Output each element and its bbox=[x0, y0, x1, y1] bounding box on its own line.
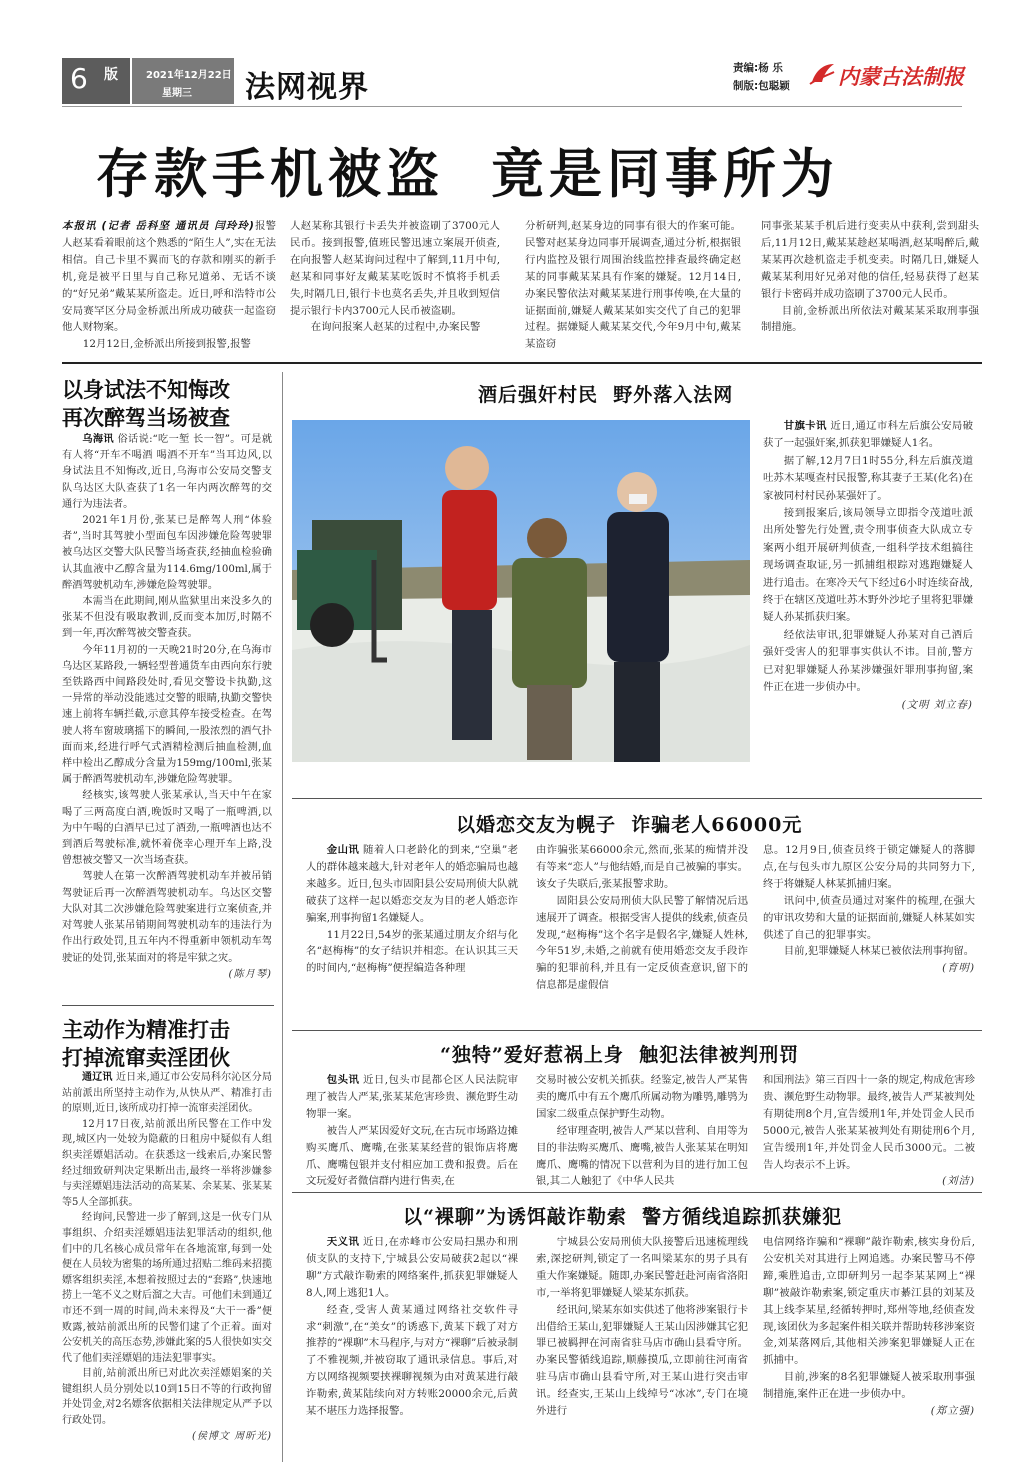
column-vline bbox=[282, 372, 283, 1462]
newspaper-logo-icon bbox=[808, 60, 836, 88]
byline-signature: (育明) bbox=[942, 962, 975, 975]
byline-signature: (陈月琴) bbox=[228, 968, 272, 980]
paragraph: 乌海讯 俗话说:“吃一堑 长一智”。可是就有人将“开车不喝酒 喝酒不开车”当耳边风,以身试法且不知悔改,近日,乌海市公安局交警支队乌达区大队查获了1名一年内两次醉驾的交通行为违法者。 bbox=[62, 434, 273, 510]
issue-weekday: 星期三 bbox=[162, 88, 192, 99]
extortion-col-3 bbox=[763, 1234, 975, 1420]
extortion-headline: 以“裸聊”为诱饵敲诈勒索 警方循线追踪抓获嫌犯 bbox=[403, 1206, 843, 1228]
marriage-col-1 bbox=[306, 842, 518, 977]
section-divider bbox=[292, 1030, 982, 1031]
paragraph: 经审理查明,被告人严某以营利、自用等为目的非法购买鹰爪、鹰嘴,被告人张某某在明知鹰爪、鹰嘴的情况下以营利为目的进行加工包银,其二人触犯了《中华人民共 bbox=[536, 1124, 748, 1188]
paragraph: 11月22日,54岁的张某通过朋友介绍与化名“赵梅梅”的女子结识并相恋。在认识其三天的时间内,“赵梅梅”便捏编造各种理 bbox=[306, 928, 518, 975]
paragraph: 本需当在此期间,刚从监狱里出来没多久的张某不但没有吸取教训,反而变本加厉,时隔不到一年,再次醉驾被交警查获。 bbox=[62, 596, 272, 640]
paragraph: 交易时被公安机关抓获。经鉴定,被告人严某售卖的鹰爪中有五个鹰爪所属动物为雕鸮,雕鸮为国家二级重点保护野生动物。 bbox=[536, 1074, 748, 1120]
paragraph: 金山讯 随着人口老龄化的到来,“空巢”老人的群体越来越大,针对老年人的婚恋骗局也越来越多。近日,包头市固阳县公安局刑侦大队就破获了这样一起以婚恋交友为目的老人婚恋诈骗案,刑事拘留1名嫌疑人。 bbox=[306, 844, 518, 924]
masthead-rule bbox=[62, 106, 962, 107]
issue-date: 2021年12月22日 bbox=[146, 70, 232, 81]
marriage-headline: 以婚恋交友为幌子 诈骗老人66000元 bbox=[456, 814, 803, 836]
photo-story-headline: 酒后强奸村民 野外落入法网 bbox=[478, 384, 734, 406]
section-divider bbox=[292, 1192, 982, 1193]
newspaper-name: 内蒙古法制报 bbox=[838, 64, 964, 89]
paragraph: 在询问报案人赵某的过程中,办案民警 bbox=[310, 321, 481, 334]
page-number-block bbox=[62, 58, 130, 104]
eagle-col-3 bbox=[763, 1072, 975, 1190]
section-divider bbox=[62, 362, 982, 364]
eagle-col-2 bbox=[536, 1072, 748, 1190]
news-photo bbox=[292, 420, 750, 762]
drunk-headline-2: 再次醉驾当场被查 bbox=[62, 405, 230, 430]
paragraph: 人赵某称其银行卡丢失并被盗刷了3700元人民币。接到报警,值班民警迅速立案展开侦查,在向报警人赵某询问过程中了解到,11月中旬,赵某和同事好友戴某某吃饭时不慎将手机丢失,时隔几日,银行卡也莫名丢失,并且收到短信提示银行卡内3700元人民币被盗刷。 bbox=[290, 220, 500, 317]
extortion-col-2 bbox=[536, 1234, 748, 1420]
prostitution-body bbox=[62, 1070, 272, 1444]
paragraph: 息。12月9日,侦查员终于锁定嫌疑人的落脚点,在与包头市九原区公安分局的共同努力下,终于将嫌疑人林某抓捕归案。 bbox=[763, 844, 975, 890]
paragraph: 接到报案后,该局领导立即指令茂道吐派出所处警先行处置,责令刑事侦查大队成立专案两小组开展研判侦查,一组科学技术组搞往现场调查取证,另一抓捕组根踪对逃跑嫌疑人进行追击。在寒冷天气下经过6小时连续奋战,终于在辖区茂道吐苏木野外沙坨子里将犯罪嫌疑人孙某抓获归案。 bbox=[763, 507, 973, 624]
prostitution-headline-1: 主动作为精准打击 bbox=[62, 1017, 230, 1042]
paragraph: 12月17日夜,站前派出所民警在工作中发现,城区内一处较为隐蔽的日租房中疑似有人组织卖淫嫖娼活动。在获悉这一线索后,办案民警经过细致研判决定果断出击,最终一举将涉嫌参与卖淫嫖娼违法活动的高某某、余某某、张某某等5人全部抓获。 bbox=[62, 1118, 272, 1208]
section-divider bbox=[292, 798, 982, 799]
paragraph: 固阳县公安局刑侦大队民警了解情况后迅速展开了调查。根据受害人提供的线索,侦查员发现,“赵梅梅”这个名字是假名字,嫌疑人姓林,今年51岁,未婚,之前就有使用婚恋交友手段诈骗的犯罪前科,并且有一定反侦查意识,留下的信息都是虚假信 bbox=[536, 894, 748, 992]
eagle-col-1 bbox=[306, 1072, 518, 1190]
lead-col-2 bbox=[290, 218, 500, 336]
lead-col-1 bbox=[62, 218, 276, 353]
lead-col-3 bbox=[525, 218, 741, 353]
date-block bbox=[132, 58, 234, 104]
lead-byline: 本报讯 (记者 岳科坚 通讯员 闫玲玲)报警人赵某看着眼前这个熟悉的“陌生人”,实在无法相信。自己卡里不翼而飞的存款和刚买的新手机,竟是被平日里与自己称兄道弟、无话不谈的“好兄弟”戴某某所盗走。近日,呼和浩特市公安局赛罕区分局金桥派出所成功破获一起盗窃他人财物案。 bbox=[62, 220, 277, 334]
byline-signature: (文明 刘立春) bbox=[901, 698, 973, 711]
lead-col-4 bbox=[761, 218, 979, 336]
paragraph: 通辽讯 近日来,通辽市公安局科尔沁区分局站前派出所坚持主动作为,从快从严、精准打击的原则,近日,该所成功打掉一流窜卖淫团伙。 bbox=[62, 1072, 272, 1115]
paragraph: 经讯问,梁某东如实供述了他将涉案银行卡出借给王某山,犯罪嫌疑人王某山因涉嫌其它犯罪已被羁押在河南省驻马店市确山县看守所。办案民警循线追踪,顺藤摸瓜,立即前往河南省驻马店市确山县看守所,对王某山进行突击审讯。经查实,王某山上线绰号“冰冰”,专门在境外进行 bbox=[536, 1303, 748, 1418]
paragraph: 目前,犯罪嫌疑人林某已被依法刑事拘留。 bbox=[783, 945, 975, 958]
eagle-headline: “独特”爱好惹祸上身 触犯法律被判刑罚 bbox=[440, 1044, 800, 1066]
byline-signature: (侯博文 周昕光) bbox=[192, 1430, 272, 1442]
left-divider bbox=[62, 1005, 274, 1006]
paragraph: 目前,站前派出所已对此次卖淫嫖娼案的关键组织人员分别处以10到15日不等的行政拘留并处罚金,对2名嫖客依据相关法律规定从严予以行政处罚。 bbox=[62, 1368, 272, 1427]
prostitution-headline-2: 打掉流窜卖淫团伙 bbox=[62, 1045, 230, 1070]
marriage-col-2 bbox=[536, 842, 748, 994]
paragraph: 目前,金桥派出所依法对戴某某采取刑事强制措施。 bbox=[761, 304, 979, 334]
photo-story-body bbox=[763, 418, 973, 714]
paragraph: 经询问,民警进一步了解到,这是一伙专门从事组织、介绍卖淫嫖娼违法犯罪活动的组织,他们中的几名核心成员常年在各地流窜,每到一处便在人员较为密集的场所通过招贴二维码来招揽嫖客组织卖淫,本想着按照过去的“套路”,快速地捞上一笔不义之财后溜之大吉。可他们未到通辽市还不到一周的时间,尚未来得及“大干一番”便败露,被站前派出所的民警们逮了个正着。面对公安机关的高压态势,涉嫌此案的5人很快如实交代了他们卖淫嫖娼的违法犯罪事实。 bbox=[62, 1212, 272, 1364]
paragraph: 经核实,该驾驶人张某承认,当天中午在家喝了三两高度白酒,晚饭时又喝了一瓶啤酒,以为中午喝的白酒早已过了酒劲,一瓶啤酒也达不到酒后驾驶标准,就怀着侥幸心理开车上路,没曾想被交警又一次当场查获。 bbox=[62, 790, 272, 867]
paragraph: 天义讯 近日,在赤峰市公安局扫黑办和刑侦支队的支持下,宁城县公安局破获2起以“裸聊”方式敲诈勒索的网络案件,抓获犯罪嫌疑人8人,网上逃犯1人。 bbox=[306, 1236, 518, 1299]
page-ban-label: 版 bbox=[104, 67, 118, 83]
byline-signature: (郑立强) bbox=[930, 1405, 975, 1418]
paragraph: 甘旗卡讯 近日,通辽市科左后旗公安局破获了一起强奸案,抓获犯罪嫌疑人1名。 bbox=[763, 420, 973, 450]
paragraph: 目前,涉案的8名犯罪嫌疑人被采取刑事强制措施,案件正在进一步侦办中。 bbox=[763, 1371, 975, 1401]
paragraph: 据了解,12月7日1时55分,科左后旗茂道吐苏木某嘎查村民报警,称其妻子王某(化名)在家被同村村民孙某强奸了。 bbox=[763, 454, 973, 502]
page-number: 6 bbox=[70, 62, 88, 95]
drunk-body bbox=[62, 432, 272, 983]
paragraph: 经依法审讯,犯罪嫌疑人孙某对自己酒后强奸受害人的犯罪事实供认不讳。目前,警方已对犯罪嫌疑人孙某涉嫌强奸罪刑事拘留,案件正在进一步侦办中。 bbox=[763, 628, 973, 694]
editor-credit: 责编:杨 乐 bbox=[733, 62, 783, 74]
paragraph: 电信网络诈骗和“裸聊”敲诈勒索,核实身份后,公安机关对其进行上网追逃。办案民警马不停蹄,乘胜追击,立即研判另一起李某某网上“裸聊”被敲诈勒索案,锁定重庆市綦江县的刘某及其上线李某星,经循转押时,郑州等地,经侦查发现,该团伙为多起案件相关联并帮助转移涉案资金,刘某落网后,其他相关涉案犯罪嫌疑人正在抓捕中。 bbox=[763, 1236, 975, 1367]
lead-headline: 存款手机被盗 竟是同事所为 bbox=[96, 143, 839, 205]
paragraph: 由诈骗张某66000余元,然而,张某的痴情并没有等来“恋人”与他结婚,而是自己被骗的事实。该女子失联后,张某报警求助。 bbox=[536, 844, 748, 890]
paragraph: 被告人严某因爱好文玩,在古玩市场路边摊购买鹰爪、鹰嘴,在张某某经营的银饰店将鹰爪、鹰嘴包银并支付相应加工费和报费。后在文玩爱好者微信群内进行售卖,在 bbox=[306, 1124, 518, 1188]
paragraph: 包头讯 近日,包头市昆都仑区人民法院审理了被告人严某,张某某危害珍贵、濒危野生动物罪一案。 bbox=[306, 1074, 518, 1120]
paragraph: 分析研判,赵某身边的同事有很大的作案可能。民警对赵某身边同事开展调查,通过分析,根据银行内监控及银行周围治线监控排查最终确定赵某的同事戴某某具有作案的嫌疑。12月14日,办案民警依法对戴某某进行刑事传唤,在大量的证据面前,嫌疑人戴某某如实交代了自己的犯罪过程。据嫌疑人戴某某交代,今年9月中旬,戴某某盗窃 bbox=[525, 220, 741, 351]
producer-credit: 制版:包聪颖 bbox=[733, 80, 790, 92]
drunk-headline-1: 以身试法不知悔改 bbox=[62, 377, 230, 402]
extortion-col-1 bbox=[306, 1234, 518, 1420]
paragraph: 12月12日,金桥派出所接到报警,报警 bbox=[82, 338, 251, 351]
paragraph: 今年11月初的一天晚21时20分,在乌海市乌达区某路段,一辆轻型普通货车由西向东行驶至铁路西中间路段处时,看见交警设卡执勤,这一异常的举动没能逃过交警的眼睛,执勤交警快速上前将车辆拦截,示意其停车接受检查。在驾驶人将车窗玻璃摇下的瞬间,一股浓烈的酒气扑面而来,经进行呼气式酒精检测后抽血检测,血样中检出乙醇成分含量为159mg/100ml,张某属于醉酒驾驶机动车,涉嫌危险驾驶罪。 bbox=[62, 644, 272, 786]
paragraph: 宁城县公安局刑侦大队接警后迅速梳理线索,深挖研判,锁定了一名叫梁某东的男子具有重大作案嫌疑。随即,办案民警赶赴河南省洛阳市,一举将犯罪嫌疑人梁某东抓获。 bbox=[536, 1236, 748, 1299]
byline-signature: (刘洁) bbox=[942, 1175, 975, 1188]
paragraph: 驾驶人在第一次醉酒驾驶机动车并被吊销驾驶证后再一次醉酒驾驶机动车。乌达区交警大队对其二次涉嫌危险驾驶案进行立案侦查,并对驾驶人张某吊销期间驾驶机动车的违法行为作出行政处罚,且五年内不得重新申领机动车驾驶证的处罚,张某面对的将是牢狱之灾。 bbox=[62, 871, 272, 964]
paragraph: 经查,受害人黄某通过网络社交软件寻求“刺激”,在“美女”的诱惑下,黄某下载了对方推荐的“裸聊”木马程序,与对方“裸聊”后被录制了不雅视频,并被窃取了通讯录信息。事后,对方以网络视频要挟裸聊视频为由对黄某进行敲诈勒索,黄某陆续向对方转账20000余元,后黄某不堪压力选择报警。 bbox=[306, 1303, 518, 1418]
marriage-col-3 bbox=[763, 842, 975, 977]
section-title: 法网视界 bbox=[245, 70, 369, 105]
paragraph: 2021年1月份,张某已是醉驾人刑“体验者”,当时其驾驶小型面包车因涉嫌危险驾驶罪被乌达区交警大队民警当场查获,经抽血检验确认其血液中乙醇含量为114.6mg/100ml,属于醉酒驾驶机动车,涉嫌危险驾驶罪。 bbox=[62, 515, 272, 591]
paragraph: 同事张某某手机后进行变卖从中获利,尝到甜头后,11月12日,戴某某趁赵某喝酒,赵某喝醉后,戴某某再次趁机盗走手机变卖。时隔几日,嫌疑人戴某某利用好兄弟对他的信任,轻易获得了赵某银行卡密码并成功盗刷了3700元人民币。 bbox=[761, 220, 979, 300]
paragraph: 和国刑法》第三百四十一条的规定,构成危害珍贵、濒危野生动物罪。最终,被告人严某被判处有期徒刑8个月,宣告缓刑1年,并处罚金人民币5000元,被告人张某某被判处有期徒刑6个月,宣告缓刑1年,并处罚金人民币3000元。二被告人均表示不上诉。 bbox=[763, 1074, 975, 1171]
paragraph: 讯问中,侦查员通过对案件的梳理,在强大的审讯攻势和大量的证据面前,嫌疑人林某如实供述了自己的犯罪事实。 bbox=[763, 894, 975, 941]
